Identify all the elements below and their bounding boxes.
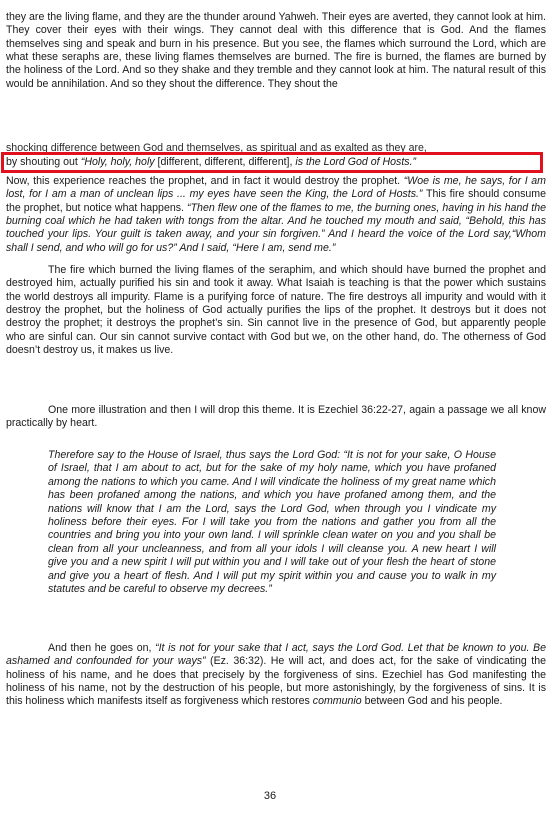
block-quote: Therefore say to the House of Israel, thus says the Lord God: “It is not for your sake, O House of Israel, that I am about to act, but for the sake of my holy name, which you have profaned among the nations to which you came. And I will vindicate the holiness of my great name which has been profaned among the nations, and which you have profaned among them, and the nations will know that I am the Lord, says the Lord God, when through you I vindicate my holiness before their eyes. For I will take you from the nations and gather you from all the countries and bring you into your own land. I will sprinkle clean water on you and you shall be clean from all your uncleanness, and from all your idols I will cleanse you. A new heart I will give you and a new spirit I will put within you and I will take out of your flesh the heart of stone and give you a heart of flesh. And I will put my spirit within you and cause you to walk in my statutes and be careful to observe my decrees.”	[48, 449, 496, 596]
p1-cont-mid: This fire should consume the prophet, but notice what happens.	[6, 188, 546, 214]
red-highlight-box	[1, 152, 543, 173]
highlighted-lead: by shouting out	[6, 156, 81, 168]
paragraph-1: they are the living flame, and they are the thunder around Yahweh. Their eyes are averted, they cannot look at him. They cover their eyes with their wings. They cannot deal with this difference that is God. And the flames themselves sing and speak and burn in his presence. But you see, the flames which surround the Lord, which are what these seraphs are, these living flames themselves are burned. The fire is burned, the flames are burned by the holiness of the Lord. And so they shake and they tremble and they cannot look at him. The natural result of this would be annihilation. And so they shout the difference. They shout the	[6, 11, 546, 90]
p4-italic-2: communio	[312, 695, 362, 708]
p1-cont-italic-2: “Then flew one of the flames to me, the burning ones, having in his hand the burning coal which he had taken with tongs from the altar. And he touched my mouth and said, “Behold, this has touched your lips. Your guilt is taken away, and your sin forgiven.” And I heard the voice of the Lord say,“Whom shall I send, and who will go for us?” And I said, “Here I am, send me.”	[6, 201, 546, 254]
highlighted-bracket: [different, different, different],	[154, 156, 296, 168]
p4-lead: And then he goes on,	[48, 642, 156, 654]
p1-cont-lead: Now, this experience reaches the prophet, and in fact it would destroy the prophet.	[6, 175, 404, 187]
paragraph-3: One more illustration and then I will drop this theme. It is Ezechiel 36:22-27, again a passage we all know practically by heart.	[6, 404, 546, 430]
p4-mid: (Ez. 36:32). He will act, and does act, for the sake of vindicating the holiness of his name, and he does that precisely by the forgiveness of sins. Ezechiel has God manifesting the holiness of his name, not by the destruction of his people, but more astonishingly, by the forgiveness of sins. It is this holiness which manifests itself as forgiveness which restores	[6, 655, 546, 708]
p1-cont-italic: “Woe is me, he says, for I am lost, for I am a man of unclean lips ... my eyes have seen the King, the Lord of Hosts.”	[6, 175, 546, 201]
page-number: 36	[263, 790, 277, 802]
highlighted-tail: is the Lord God of Hosts.”	[295, 156, 417, 168]
cut-off-line: shocking difference between God and themselves, as spiritual and as exalted as they are,	[6, 142, 427, 153]
p4-tail: between God and his people.	[361, 695, 503, 708]
p4-italic: “It is not for your sake that I act, says the Lord God. Let that be known to you. Be ashamed and confounded for your ways”	[6, 642, 546, 668]
paragraph-4	[6, 642, 546, 709]
highlighted-quote: “Holy, holy, holy	[80, 156, 155, 168]
paragraph-2: The fire which burned the living flames of the seraphim, and which should have burned the prophet and destroyed him, actually purified his sin and took it away. What Isaiah is teaching is that the power which sustains the world destroys all impurity. Flame is a purifying force of nature. The fire destroys all impurity and would with it destroy the prophet, but the holiness of God actually purifies the lips of the prophet. It destroys but it does not destroy the prophet; it destroys the prophet’s sin. Sin cannot live in the presence of God, but apparently people who are sinful can. Our sin cannot survive contact with God but we, on the other hand, do. The otherness of God doesn’t destroy us, it makes us live.	[6, 264, 546, 357]
paragraph-1-continued	[6, 175, 546, 255]
